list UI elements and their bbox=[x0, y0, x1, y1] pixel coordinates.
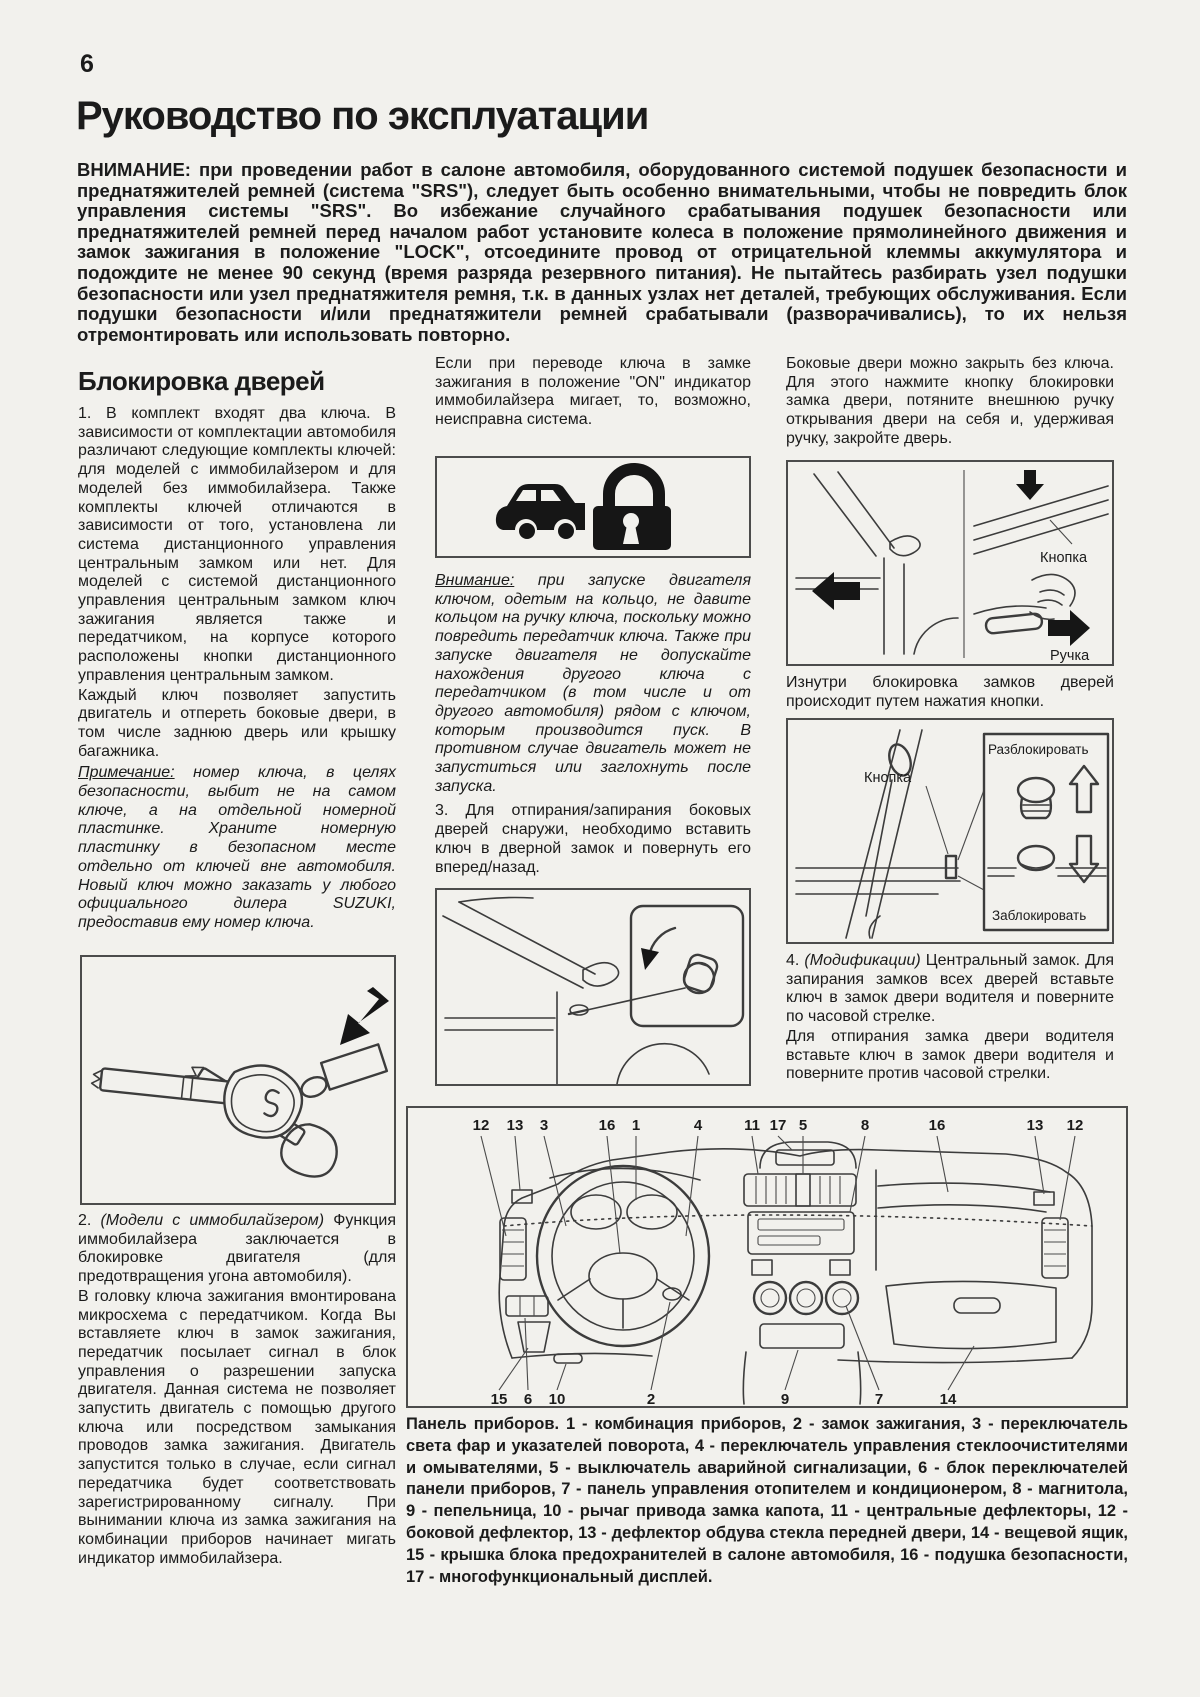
callout-13-left: 13 bbox=[506, 1117, 524, 1134]
middle-paragraph-1: Если при переводе ключа в замке зажигания в положение "ON" индикатор иммобилайзера мигает, то, возможно, неисправна система. bbox=[435, 355, 751, 429]
padlock-icon bbox=[593, 469, 671, 550]
callout-12-left: 12 bbox=[472, 1117, 490, 1134]
lock-label: Заблокировать bbox=[992, 908, 1087, 923]
multi-display bbox=[776, 1150, 834, 1165]
down-arrow bbox=[1070, 836, 1098, 882]
car-lock-drawing bbox=[437, 458, 749, 556]
small-switch-right bbox=[830, 1260, 850, 1275]
callout-16-right: 16 bbox=[928, 1117, 946, 1134]
right-column-top bbox=[786, 355, 1114, 449]
figure-keys bbox=[80, 955, 396, 1205]
outer-handle bbox=[985, 613, 1042, 634]
callout-3: 3 bbox=[539, 1117, 549, 1134]
dashboard-caption: Панель приборов. 1 - комбинация приборов, 2 - замок зажигания, 3 - переключатель света фар и указателей поворота, 4 - переключатель управления стеклоочистителями и омывателями, 5 - выключатель аварийной сигнализации, 6 - блок переключателей панели приборов, 7 - панель управления отопителем и кондиционером, 8 - магнитола, 9 - пепельница, 10 - рычаг привода замка капота, 11 - центральные дефлекторы, 12 - боковой дефлектор, 13 - дефлектор обдува стекла передней двери, 14 - вещевой ящик, 15 - крышка блока предохранителей в салоне автомобиля, 16 - подушка безопасности, 17 - многофункциональный дисплей. bbox=[406, 1415, 1128, 1586]
middle-column-attention bbox=[435, 572, 751, 877]
hazard-switch bbox=[796, 1174, 810, 1206]
callout-8: 8 bbox=[860, 1117, 870, 1134]
page-title: Руководство по эксплуатации bbox=[76, 94, 649, 138]
attention-text: при запуске двигателя ключом, одетым на кольцо, не давите кольцом на ручку ключа, поскольку можно повредить передатчик ключа. Также при запуске двигателя не допускайте нахождения другого ключа с передатчиком (в том числе и от другого автомобиля) рядом с ключом, которым производится пуск. В противном случае двигатель может не запуститься или заглохнуть после запуска. bbox=[435, 572, 751, 795]
left-item-2: 2. (Модели с иммобилайзером) Функция иммобилайзера заключается в блокировке двигателя (для предотвращения угона автомобиля). bbox=[78, 1212, 396, 1286]
callout-16-left: 16 bbox=[598, 1117, 616, 1134]
inside-button-label: Кнопка bbox=[864, 770, 912, 786]
ashtray bbox=[760, 1324, 844, 1348]
handle-label: Ручка bbox=[1050, 648, 1090, 664]
figure-door-key bbox=[435, 888, 751, 1086]
callout-7: 7 bbox=[874, 1391, 884, 1406]
middle-column-top bbox=[435, 355, 751, 430]
callout-6: 6 bbox=[523, 1391, 533, 1406]
press-arrow bbox=[1016, 470, 1044, 500]
callout-4: 4 bbox=[693, 1117, 703, 1134]
left-paragraph-2: Каждый ключ позволяет запустить двигатель и отпереть боковые двери, в том числе заднюю дверь или крышку багажника. bbox=[78, 686, 396, 760]
attention-note bbox=[435, 572, 751, 796]
callout-13-right: 13 bbox=[1026, 1117, 1044, 1134]
fuse-lid bbox=[518, 1322, 550, 1352]
wheel-hub bbox=[589, 1253, 657, 1299]
attention-label: Внимание: bbox=[435, 572, 515, 589]
button-label: Кнопка bbox=[1040, 550, 1088, 566]
lock-button bbox=[946, 856, 956, 878]
small-switch-left bbox=[752, 1260, 772, 1275]
bottom-leaders bbox=[499, 1302, 974, 1390]
callout-15: 15 bbox=[490, 1391, 508, 1406]
hvac-knob-1 bbox=[754, 1282, 786, 1314]
right-column-bottom bbox=[786, 952, 1114, 1084]
door-close-drawing bbox=[788, 462, 1112, 664]
mirror-small bbox=[890, 536, 920, 556]
figure-door-close bbox=[786, 460, 1114, 666]
hvac-knob-2 bbox=[790, 1282, 822, 1314]
hvac-knob-3 bbox=[826, 1282, 858, 1314]
hood-lever bbox=[554, 1354, 582, 1363]
note-label: Примечание: bbox=[78, 764, 175, 782]
callout-1: 1 bbox=[631, 1117, 641, 1134]
figure-dashboard bbox=[406, 1106, 1128, 1408]
left-paragraph-1: 1. В комплект входят два ключа. В зависимости от комплектации автомобиля различают следующие комплекты ключей: для моделей с иммобилайзером и для моделей без иммобилайзера. Также комплекты ключей отличаются в зависимости от того, установлена ли система дистанционного управления центральным замком или нет. Для моделей с системой дистанционного управления центральным замком ключ зажигания является также и передатчиком, на корпусе которого расположены кнопки дистанционного управления центральным замком. bbox=[78, 405, 396, 684]
figure-immobilizer-icon bbox=[435, 456, 751, 558]
middle-item-3: 3. Для отпирания/запирания боковых дверей снаружи, необходимо вставить ключ в дверной замок и повернуть его вперед/назад. bbox=[435, 802, 751, 876]
up-arrow bbox=[1070, 766, 1098, 812]
key-one bbox=[88, 1048, 305, 1141]
wheel-arch bbox=[617, 1044, 709, 1084]
car-icon bbox=[496, 484, 585, 539]
pointer-arrow bbox=[340, 987, 389, 1045]
pull-arrow bbox=[1048, 610, 1090, 646]
dashboard-drawing bbox=[408, 1108, 1126, 1406]
callout-17: 17 bbox=[769, 1117, 787, 1134]
display-hump bbox=[760, 1142, 856, 1168]
passenger-airbag-panel bbox=[878, 1183, 1050, 1192]
mirror bbox=[583, 963, 619, 986]
switch-block bbox=[506, 1296, 548, 1316]
callout-11: 11 bbox=[744, 1117, 760, 1134]
left-column-bottom bbox=[78, 1212, 396, 1568]
note-text: номер ключа, в целях безопасности, выбит не на самом ключе, а на отдельной номерной пластинке. Храните номерную пластинку в безопасном месте отдельно от ключей вне автомобиля. Новый ключ можно заказать у любого официального дилера SUZUKI, предоставив ему номер ключа. bbox=[78, 764, 396, 931]
keys-drawing bbox=[82, 957, 394, 1203]
callout-9: 9 bbox=[780, 1391, 790, 1406]
left-defroster-vent bbox=[512, 1190, 532, 1203]
left-note bbox=[78, 764, 396, 932]
right-paragraph-1: Боковые двери можно закрыть без ключа. Для этого нажмите кнопку блокировки замка двери, потяните внешнюю ручку открывания двери на себя и, удерживая ручку, закройте дверь. bbox=[786, 355, 1114, 447]
inside-lock-drawing bbox=[788, 720, 1112, 942]
door-key-drawing bbox=[437, 890, 749, 1084]
callout-10: 10 bbox=[548, 1391, 566, 1406]
right-side-vent bbox=[1042, 1218, 1068, 1278]
number-tag bbox=[321, 1044, 387, 1089]
right-item-4: 4. (Модификации) Центральный замок. Для запирания замков всех дверей вставьте ключ в замок двери водителя и поверните по часовой стрелке. bbox=[786, 952, 1114, 1026]
unlock-label: Разблокировать bbox=[988, 742, 1089, 757]
section-heading-door-locking: Блокировка дверей bbox=[78, 366, 325, 396]
center-vents bbox=[744, 1174, 856, 1206]
right-paragraph-2: Изнутри блокировка замков дверей происходит путем нажатия кнопки. bbox=[786, 674, 1114, 710]
glovebox-handle bbox=[954, 1298, 1000, 1313]
knob-unlocked bbox=[1018, 778, 1054, 802]
srs-warning-paragraph: ВНИМАНИЕ: при проведении работ в салоне автомобиля, оборудованного системой подушек безопасности и преднатяжителей ремней (система "SRS"), следует быть особенно внимательными, чтобы не повредить блок управления системы "SRS". Во избежание случайного срабатывания подушек безопасности или преднатяжителей ремней перед началом работ установите колеса в положение прямолинейного движения и замок зажигания в положение "LOCK", отсоедините провод от отрицательной клеммы аккумулятора и подождите не менее 90 секунд (время разряда резервного питания). Не пытайтесь разбирать узел подушки безопасности или узел преднатяжителя ремня, т.к. в данных узлах нет деталей, требующих обслуживания. Если подушки безопасности и/или преднатяжители ремней срабатывали (разворачивались), то их нельзя отремонтировать или использовать повторно. bbox=[77, 159, 1127, 345]
callout-5: 5 bbox=[798, 1117, 808, 1134]
page-number: 6 bbox=[80, 50, 94, 78]
radio bbox=[748, 1212, 854, 1254]
lock-unlock-inset bbox=[984, 734, 1108, 930]
figure-inside-lock bbox=[786, 718, 1114, 944]
left-paragraph-4: В головку ключа зажигания вмонтирована микросхема с передатчиком. Когда Вы вставляете ключ в замок зажигания, передатчик посылает сигнал в блок управления о разрешении запуска двигателя. Данная система не позволяет запустить двигатель с помощью другого ключа или посредством замыкания проводов замка зажигания. Двигатель запустится только в случае, если сигнал передатчика будет соответствовать зарегистрированному сигналу. При вынимании ключа из замка зажигания на комбинации приборов начинает мигать индикатор иммобилайзера. bbox=[78, 1287, 396, 1567]
right-item-4-cont: Для отпирания замка двери водителя вставьте ключ в замок двери водителя и поверните против часовой стрелки. bbox=[786, 1027, 1114, 1083]
callout-12-right: 12 bbox=[1066, 1117, 1084, 1134]
glovebox bbox=[886, 1281, 1056, 1348]
right-column-mid bbox=[786, 674, 1114, 711]
knob-locked bbox=[1018, 846, 1054, 870]
left-column-top bbox=[78, 366, 396, 933]
callout-2: 2 bbox=[646, 1391, 656, 1406]
callout-14: 14 bbox=[939, 1391, 957, 1406]
